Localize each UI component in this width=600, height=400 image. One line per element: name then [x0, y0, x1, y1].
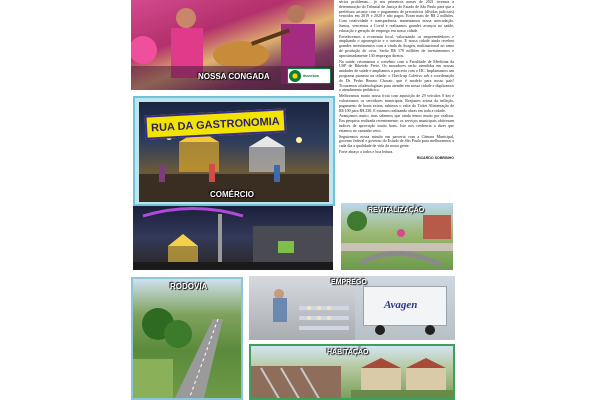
ituverava-logo	[287, 68, 331, 84]
article-paragraph: Fortalecemos a economia local, valorizando os empreendedores e ampliando o agronegócio e o turismo. E nossa cidade ainda recebeu grandes investimentos com a vinda da Avagen, multinacional no ramo de produção de ovos. Serão R$ 170 milhões de investimentos e aproximadamente 130 empregos diretos.	[339, 33, 454, 58]
caption-rodovia: RODOVIA	[170, 282, 208, 291]
article-paragraph: Avançamos muito, mas sabemos que ainda temos muito por realizar. Em pesquisa realizada recentemente, os serviços municipais obtiveram índices de aprovação muito bons. Isto nos credencia a dizer que estamos no caminho certo.	[339, 113, 454, 133]
article-paragraph: sérios problemas... já nos primeiros meses de 2021 tivemos a determinação do Tribunal de Justiça do Estado de São Paulo para que a prefeitura arcasse com o pagamento de precatórios (dívidas judiciais) vencidos em 2019 e 2020 e não pagos. Eram mais de R$ 2 milhões. Com criatividade e transparência, aumentamos nossa arrecadação. Juntos, vencemos a Covid e realizamos grandes avanços na saúde, educação e geração de emprego em nosso cidade.	[339, 0, 454, 33]
article-paragraph: Melhoramos muito nossa frota com aquisição de 29 veículos 0 km e valorizamos os servidores municipais. Reajustes acima da inflação, pagamento de horas extras, subimos o valor do Ticket Alimentação de R$ 100 para R$ 230. E estamos realizando obras em toda a cidade.	[339, 93, 454, 113]
caption-gastronomia: RUA DA GASTRONOMIA	[150, 115, 281, 135]
caption-emprego: EMPREGO	[331, 279, 367, 286]
caption-revitalizacao: REVITALIZAÇÃO	[368, 207, 425, 214]
article-text	[339, 0, 454, 196]
article-paragraph: Forte abraço a todos e boa leitura.	[339, 148, 394, 154]
article-paragraph: Na saúde, retomamos o convênio com a Faculdade de Medicina da USP de Ribeirão Preto. Os moradores serão atendidos em nossas unidades de saúde e ampliamos a parceria com o HC. Implantamos um programa pioneiro na cidade: o Check-up Coletivo sob a coordenação do Dr. Pedro Renato Chocair, que é modelo para nosso país! Trouxemos oftalmologistas para atender em nossa cidade e duplicamos o atendimento pediátrico.	[339, 58, 454, 93]
caption-habitacao: HABITAÇÃO	[327, 349, 369, 356]
logo-text: Ituverava	[303, 74, 319, 78]
city-seal-icon	[289, 70, 301, 82]
article-paragraph: Seguiremos nossa missão em parceria com a Câmara Municipal, governo federal e governo do Estado de São Paulo para melhorarmos a cada dia a qualidade de vida da nossa gente.	[339, 133, 454, 149]
caption-congada: NOSSA CONGADA	[198, 72, 270, 81]
rodovia-photo	[131, 277, 243, 400]
caption-comercio: COMÉRCIO	[210, 190, 254, 199]
truck-brand-label: Avagen	[384, 299, 418, 311]
comercio-photo	[133, 206, 333, 270]
article-signature: RICARDO SOBRINHO	[416, 155, 454, 160]
avagen-truck-photo	[355, 276, 455, 340]
